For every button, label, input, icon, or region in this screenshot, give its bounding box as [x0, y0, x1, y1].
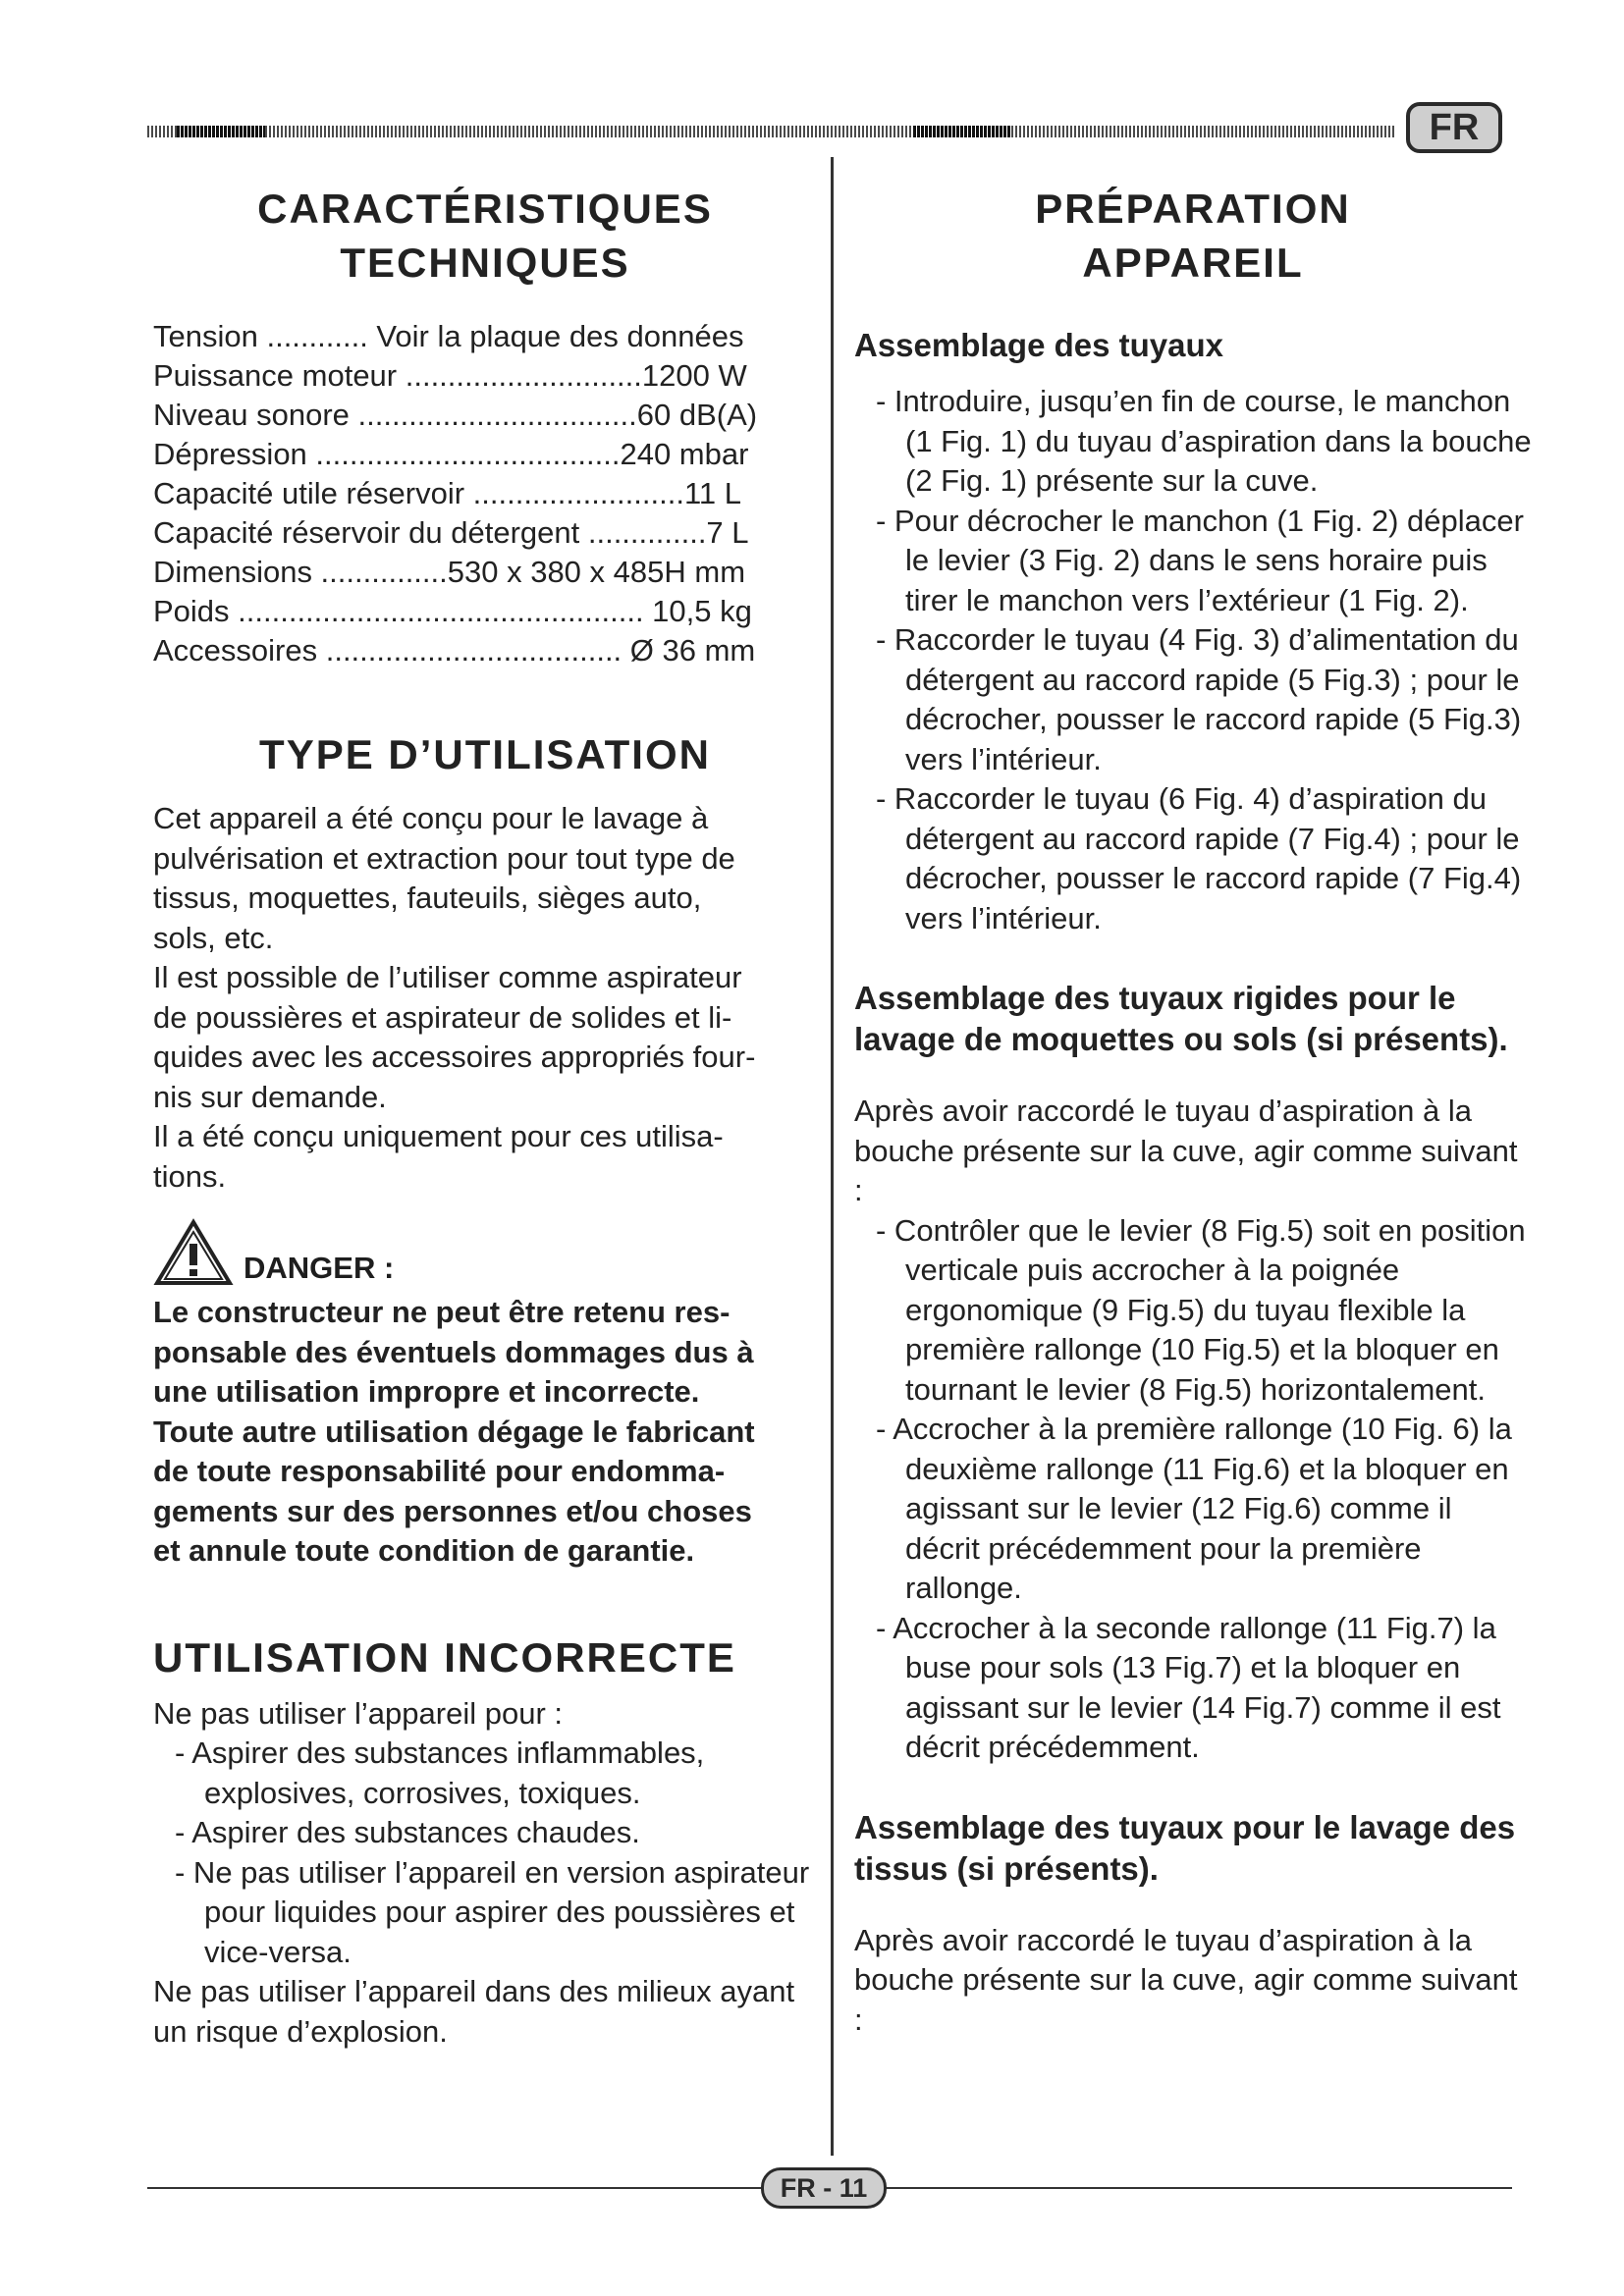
misuse-item: - Aspirer des substances inflammables, explosives, corrosives, toxiques. — [175, 1735, 705, 1810]
hose-step: - Introduire, jusqu’en fin de course, le manchon (1 Fig. 1) du tuyau d’aspiration dans la bouche (2 Fig. 1) présente sur la cuve. — [876, 384, 1532, 498]
use-line: sols, etc. — [153, 920, 274, 955]
danger-line: ponsable des éventuels dommages dus à — [153, 1334, 754, 1369]
spec-row: Poids ................................................ 10,5 kg — [153, 594, 752, 628]
hose-step: - Pour décrocher le manchon (1 Fig. 2) déplacer le levier (3 Fig. 2) dans le sens horaire puis tirer le manchon vers l’extérieur (1 Fig. 2). — [876, 503, 1524, 617]
misuse-title: UTILISATION INCORRECTE — [153, 1633, 736, 1681]
use-line: nis sur demande. — [153, 1079, 387, 1114]
specs-title-line2: TECHNIQUES — [340, 240, 630, 286]
spec-row: Capacité utile réservoir .........................11 L — [153, 476, 741, 510]
warning-triangle-icon — [153, 1218, 234, 1287]
spec-row: Puissance moteur ............................1200 W — [153, 358, 747, 393]
danger-label: DANGER : — [244, 1251, 395, 1285]
use-line: tissus, moquettes, fauteuils, sièges auto, — [153, 881, 702, 915]
hose-step: - Raccorder le tuyau (4 Fig. 3) d’alimentation du détergent au raccord rapide (5 Fig.3) ; pour le décrocher, pousser le raccord rapide (5 Fig.3) vers l’intérieur. — [876, 622, 1522, 776]
danger-line: de toute responsabilité pour endomma- — [153, 1454, 726, 1488]
use-line: Il a été conçu uniquement pour ces utilisa- — [153, 1119, 724, 1153]
spec-row: Dimensions ...............530 x 380 x 485H mm — [153, 555, 746, 589]
use-line: tions. — [153, 1158, 227, 1194]
language-badge: FR — [1406, 102, 1502, 153]
danger-line: et annule toute condition de garantie. — [153, 1533, 695, 1568]
rigid-tube-step: - Accrocher à la première rallonge (10 Fig. 6) la deuxième rallonge (11 Fig.6) et la bloquer en agissant sur le levier (12 Fig.6) comme il décrit précédemment pour la première rallonge. — [876, 1412, 1512, 1605]
left-column — [153, 182, 817, 2052]
specs-list — [153, 317, 817, 670]
danger-line: gements sur des personnes et/ou choses — [153, 1493, 752, 1528]
use-line: de poussières et aspirateur de solides et li- — [153, 999, 732, 1035]
danger-line: Toute autre utilisation dégage le fabricant — [153, 1414, 755, 1449]
use-paragraph — [153, 799, 817, 1197]
hose-assembly-heading: Assemblage des tuyaux — [854, 327, 1223, 363]
misuse-item: - Aspirer des substances chaudes. — [175, 1815, 640, 1849]
fabric-tube-intro: Après avoir raccordé le tuyau d’aspiration à la bouche présente sur la cuve, agir comme suivant : — [854, 1922, 1518, 2037]
spec-row: Capacité réservoir du détergent ..............7 L — [153, 515, 749, 550]
prep-title-line1: PRÉPARATION — [1035, 186, 1351, 232]
column-divider — [831, 157, 834, 2156]
spec-row: Tension ............ Voir la plaque des données — [153, 319, 744, 353]
misuse-outro: Ne pas utiliser l’appareil dans des milieux ayant un risque d’explosion. — [153, 1974, 795, 2049]
page-number-badge: FR - 11 — [761, 2167, 887, 2209]
danger-text — [153, 1293, 817, 1572]
spec-row: Dépression ....................................240 mbar — [153, 437, 749, 471]
use-line: Cet appareil a été conçu pour le lavage à — [153, 801, 709, 835]
danger-heading — [153, 1218, 817, 1287]
misuse-item: - Ne pas utiliser l’appareil en version aspirateur pour liquides pour aspirer des poussières et vice-versa. — [175, 1854, 810, 1969]
rigid-tube-intro: Après avoir raccordé le tuyau d’aspiration à la bouche présente sur la cuve, agir comme suivant : — [854, 1094, 1518, 1207]
prep-title-line2: APPAREIL — [1082, 240, 1304, 286]
specs-title-line1: CARACTÉRISTIQUES — [257, 186, 713, 232]
fabric-tube-heading: Assemblage des tuyaux pour le lavage des tissus (si présents). — [854, 1808, 1516, 1887]
use-line: Il est possible de l’utiliser comme aspirateur — [153, 960, 742, 994]
use-line: quides avec les accessoires appropriés four- — [153, 1040, 756, 1074]
use-title: TYPE D’UTILISATION — [259, 731, 711, 777]
use-line: pulvérisation et extraction pour tout type de — [153, 840, 735, 876]
hose-step: - Raccorder le tuyau (6 Fig. 4) d’aspiration du détergent au raccord rapide (7 Fig.4) ; pour le décrocher, pousser le raccord rapide (7 Fig.4) vers l’intérieur. — [876, 781, 1522, 935]
rigid-tube-step: - Accrocher à la seconde rallonge (11 Fig.7) la buse pour sols (13 Fig.7) et la bloquer en agissant sur le levier (14 Fig.7) comme il est décrit précédemment. — [876, 1610, 1501, 1764]
spec-row: Accessoires ................................... Ø 36 mm — [153, 633, 756, 667]
danger-line: Le constructeur ne peut être retenu res- — [153, 1295, 731, 1329]
right-column — [854, 182, 1532, 2040]
rigid-tube-heading: Assemblage des tuyaux rigides pour le lavage de moquettes ou sols (si présents). — [854, 980, 1508, 1057]
danger-line: une utilisation impropre et incorrecte. — [153, 1374, 700, 1409]
spec-row: Niveau sonore .................................60 dB(A) — [153, 398, 758, 432]
misuse-intro: Ne pas utiliser l’appareil pour : — [153, 1695, 563, 1731]
header-rule — [147, 126, 1394, 137]
rigid-tube-step: - Contrôler que le levier (8 Fig.5) soit en position verticale puis accrocher à la poignée ergonomique (9 Fig.5) du tuyau flexible la première rallonge (10 Fig.5) et la bloquer en tournant le levier (8 Fig.5) horizontalement. — [876, 1212, 1526, 1407]
